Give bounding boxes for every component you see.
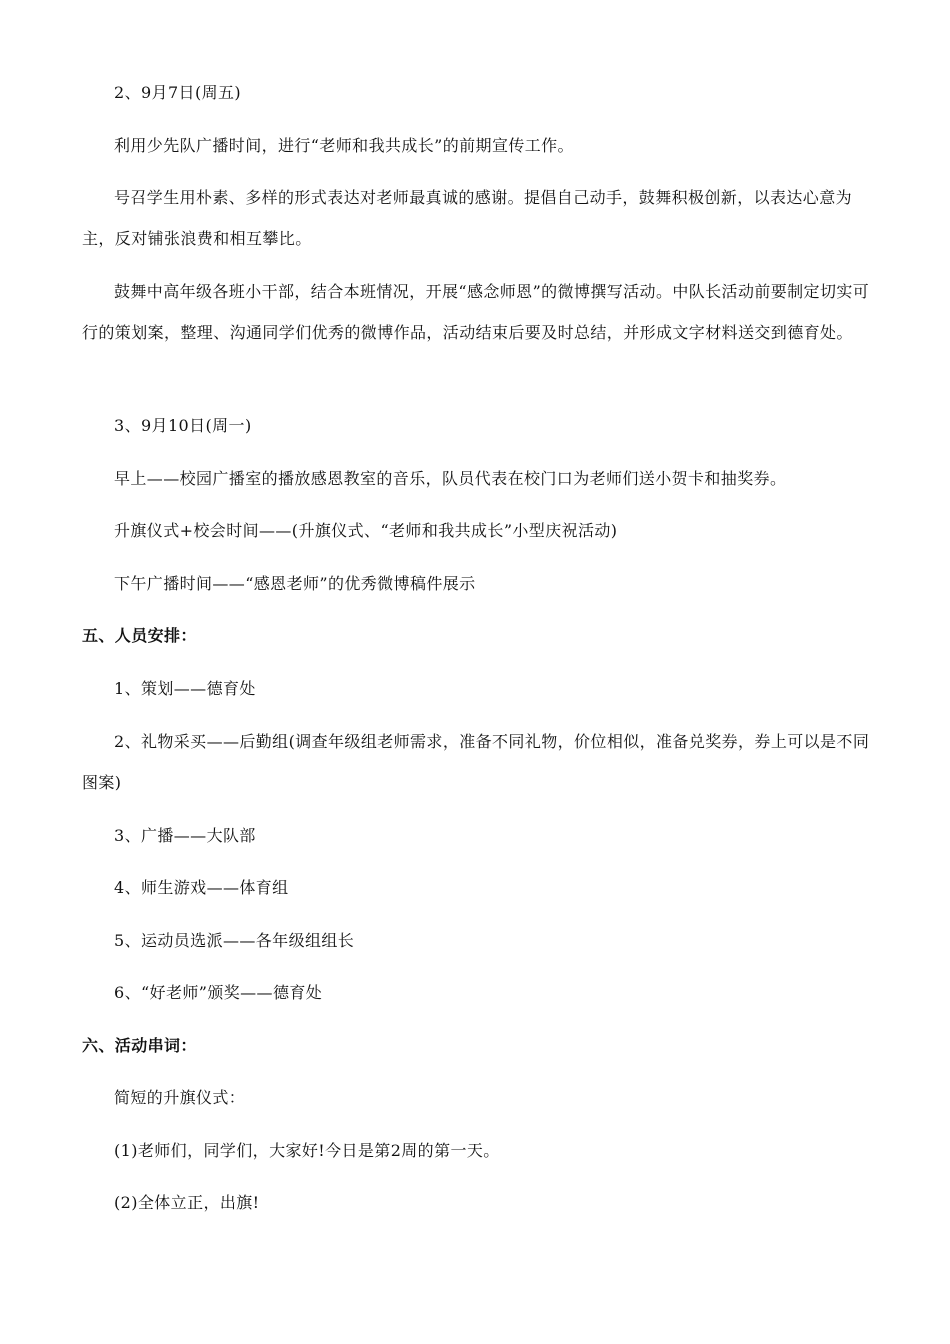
list-item: 2、礼物采买——后勤组(调查年级组老师需求，准备不同礼物，价位相似，准备兑奖券，券上可以是不同图案) <box>82 732 870 792</box>
list-item: 简短的升旗仪式： <box>114 1088 246 1107</box>
section-heading-staff: 五、人员安排： <box>82 626 197 645</box>
section-heading-script: 六、活动串词： <box>82 1036 197 1055</box>
list-item: 5、运动员选派——各年级组组长 <box>114 931 355 950</box>
paragraph-morning: 早上——校园广播室的播放感恩教室的音乐，队员代表在校门口为老师们送小贺卡和抽奖券。 <box>114 469 787 488</box>
list-item: (2)全体立正，出旗! <box>114 1193 260 1212</box>
paragraph-afternoon: 下午广播时间——“感恩老师”的优秀微博稿件展示 <box>114 574 476 593</box>
list-item: 1、策划——德育处 <box>114 679 256 698</box>
list-item: (1)老师们，同学们，大家好!今日是第2周的第一天。 <box>114 1141 500 1160</box>
list-item: 4、师生游戏——体育组 <box>114 878 289 897</box>
paragraph-date-sep10: 3、9月10日(周一) <box>114 416 252 435</box>
paragraph-date-sep7: 2、9月7日(周五) <box>114 83 242 102</box>
list-item: 6、“好老师”颁奖——德育处 <box>114 983 323 1002</box>
list-item: 3、广播——大队部 <box>114 826 256 845</box>
paragraph-broadcast-promo: 利用少先队广播时间，进行“老师和我共成长”的前期宣传工作。 <box>114 136 574 155</box>
paragraph-flag-ceremony: 升旗仪式+校会时间——(升旗仪式、“老师和我共成长”小型庆祝活动) <box>114 521 618 540</box>
paragraph-weibo-activity: 鼓舞中高年级各班小干部，结合本班情况，开展“感念师恩”的微博撰写活动。中队长活动前要制定切实可行的策划案，整理、沟通同学们优秀的微博作品，活动结束后要及时总结，并形成文字材料送交到德育处。 <box>82 282 870 342</box>
paragraph-gratitude-call: 号召学生用朴素、多样的形式表达对老师最真诚的感谢。提倡自己动手，鼓舞积极创新，以表达心意为主，反对铺张浪费和相互攀比。 <box>82 188 853 248</box>
